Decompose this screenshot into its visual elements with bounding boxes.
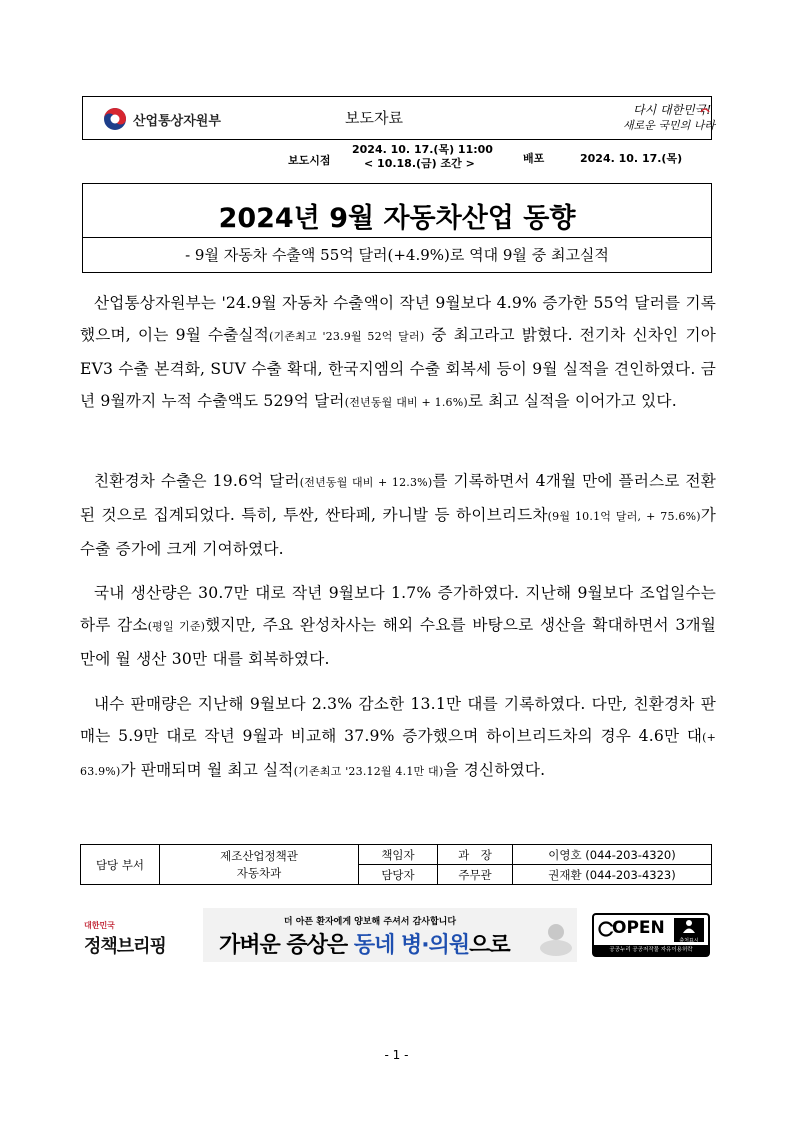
header-box [82, 96, 716, 140]
title-responsible: 과 장 [438, 845, 513, 865]
ministry-logo [103, 107, 221, 131]
role-responsible: 책임자 [359, 845, 438, 865]
taegeuk-emblem-icon [103, 107, 127, 131]
attribution-badge [674, 918, 704, 942]
headline-title: 2024년 9월 자동차산업 동향 [218, 203, 576, 234]
brief-main: 정책브리핑 [84, 936, 166, 957]
policy-briefing-logo[interactable] [84, 920, 170, 960]
role-staff: 담당자 [359, 865, 438, 885]
headline-divider [83, 237, 711, 238]
doc-type: 보도자료 [345, 109, 403, 127]
person-icon [674, 918, 704, 934]
headline-box [82, 183, 712, 273]
table-row [81, 845, 712, 865]
paragraph-production: 국내 생산량은 30.7만 대로 작년 9월보다 1.7% 증가하였다. 지난해 9월보다 조업일수는 하루 감소(평일 기준)했지만, 주요 완성차사는 해외 수요를 바탕으로 생산을 확대하면서 3개월 만에 월 생산 30만 대를 회복하였다. [80, 584, 717, 668]
open-license-badge[interactable] [592, 913, 710, 957]
banner-top-text: 더 아픈 환자에게 양보해 주셔서 감사합니다 [283, 917, 457, 927]
headline-subtitle: - 9월 자동차 수출액 55억 달러(+4.9%)로 역대 9월 중 최고실적 [185, 246, 609, 264]
paragraph-eco-export: 친환경차 수출은 19.6억 달러(전년동월 대비 + 12.3%)를 기록하면서 4개월 만에 플러스로 전환된 것으로 집계되었다. 특히, 투싼, 싼타페, 카니발 등 하이브리드차(9월 10.1억 달러, + 75.6%)가 수출 증가에 크게 기여하였다. [80, 472, 717, 558]
ministry-name: 산업통상자원부 [133, 113, 221, 129]
paragraph-domestic-sales: 내수 판매량은 지난해 9월보다 2.3% 감소한 13.1만 대를 기록하였다. 다만, 친환경차 판매는 5.9만 대로 작년 9월과 비교해 37.9% 증가했으며 하이브리드차의 경우 4.6만 대(+ 63.9%)가 판매되며 월 최고 실적(기존최고 '23.12월 4.1만 대)을 경신하였다. [80, 695, 716, 779]
person-responsible: 이영호 (044-203-4320) [513, 845, 712, 865]
person-staff: 권재환 (044-203-4323) [513, 865, 712, 885]
banner-main-text: 가벼운 증상은 동네 병·의원으로 [219, 933, 510, 958]
distribution-label: 배포 [523, 152, 545, 165]
brief-small: 대한민국 [84, 921, 115, 930]
page-number: - 1 - [384, 1048, 409, 1062]
open-label: OPEN [612, 918, 665, 938]
title-staff: 주무관 [438, 865, 513, 885]
dept-label: 담당 부서 [81, 845, 160, 885]
contact-table [80, 844, 712, 885]
dept-name: 제조산업정책관 자동차과 [160, 845, 359, 885]
embargo-label: 보도시점 [288, 154, 331, 167]
doctor-illustration-icon [539, 918, 573, 956]
distribution-date: 2024. 10. 17.(목) [580, 152, 683, 165]
paragraph-export: 산업통상자원부는 '24.9월 자동차 수출액이 작년 9월보다 4.9% 증가한 55억 달러를 기록했으며, 이는 9월 수출실적(기존최고 '23.9월 52억 달러) 중 최고라고 밝혔다. 전기차 신차인 기아 EV3 수출 본격화, SUV 수출 확대, 한국지엠의 수출 회복세 등이 9월 실적을 견인하였다. 금년 9월까지 누적 수출액도 529억 달러(전년동월 대비 + 1.6%)로 최고 실적을 이어가고 있다. [80, 294, 716, 410]
open-sub-text: 공공누리 공공저작물 자유이용허락 [594, 945, 708, 955]
embargo-note: < 10.18.(금) 조간 > [364, 157, 475, 170]
campaign-banner[interactable] [203, 908, 577, 962]
slogan-line1: 다시 대한민국! [633, 103, 712, 117]
attribution-badge-text: 출처표시 [679, 938, 699, 944]
slogan-line2: 새로운 국민의 나라 [623, 119, 716, 132]
slogan-calligraphy [619, 99, 769, 135]
embargo-date: 2024. 10. 17.(목) 11:00 [352, 143, 493, 156]
